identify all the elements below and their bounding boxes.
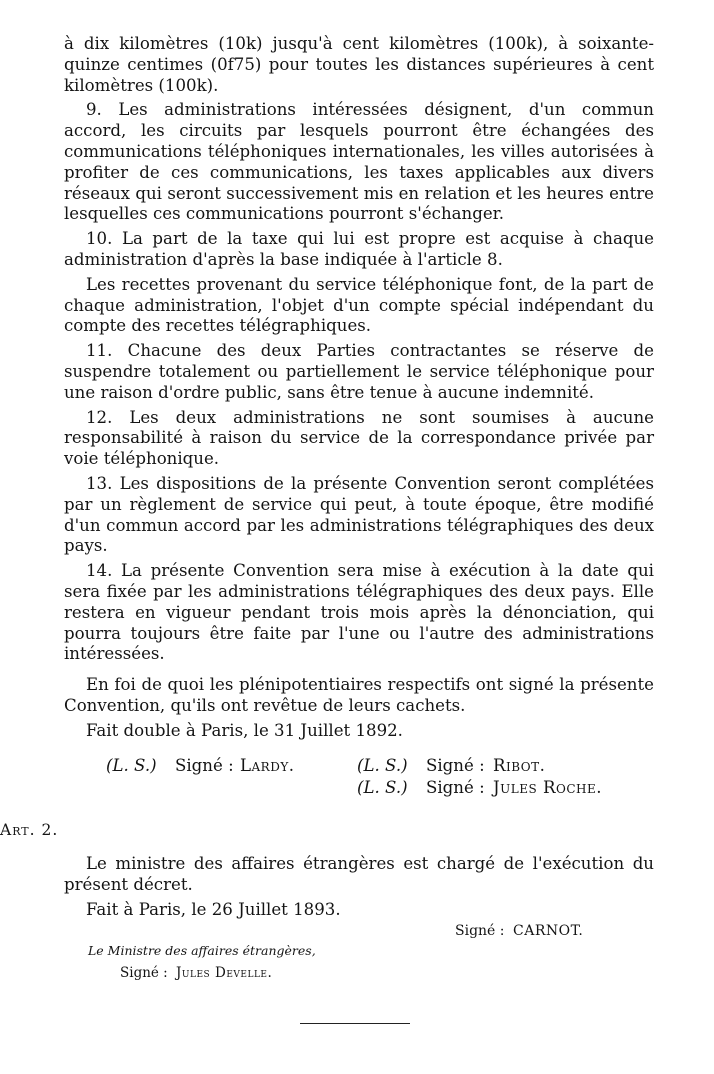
seal-mark: (L. S.)	[106, 755, 157, 775]
article-10-receipts-paragraph: Les recettes provenant du service téléphonique font, de la part de chaque administration, l'objet d'un compte spécial indépendant du compte des recettes télégraphiques.	[64, 274, 654, 336]
fait-double-line: Fait double à Paris, le 31 Juillet 1892.	[86, 720, 403, 740]
closing-rule	[300, 1023, 410, 1024]
signatory-roche: Jules Roche.	[493, 777, 603, 797]
article-11-paragraph: 11. Chacune des deux Parties contractantes se réserve de suspendre totalement ou partiellement le service téléphonique pour une raison d'ordre public, sans être tenue à aucune indemnité.	[64, 341, 654, 402]
minister-title: Le Ministre des affaires étrangères,	[88, 942, 316, 958]
article-12-paragraph: 12. Les deux administrations ne sont soumises à aucune responsabilité à raison du service de la correspondance privée par voie téléphonique.	[64, 407, 654, 469]
article-13-paragraph: 13. Les dispositions de la présente Convention seront complétées par un règlement de service qui peut, à toute époque, être modifié d'un commun accord par les administrations télégraphiques des deux pays.	[64, 473, 654, 556]
signature-label: Signé :	[175, 755, 234, 775]
seal-mark: (L. S.)	[357, 777, 408, 797]
minister-title-line	[0, 943, 714, 963]
article-9-paragraph: 9. Les administrations intéressées désignent, d'un commun accord, les circuits par lesquels pourront être échangées des communications téléphoniques internationales, les villes autorisées à profiter de ces communications, les taxes applicables aux divers réseaux qui seront successivement mis en relation et les heures entre lesquelles ces communications pourront s'échanger.	[64, 100, 654, 224]
article-2-text: Le ministre des affaires étrangères est chargé de l'exécution du présent décret.	[64, 854, 654, 895]
fait-paris-line: Fait à Paris, le 26 Juillet 1893.	[86, 899, 341, 919]
signature-line-lardy-ribot	[0, 756, 714, 778]
article-14-paragraph: 14. La présente Convention sera mise à exécution à la date qui sera fixée par les administrations télégraphiques des deux pays. Elle restera en vigueur pendant trois mois après la dénonciation, qui pourra toujours être faite par l'une ou l'autre des administrations intéressées.	[64, 561, 654, 664]
seal-mark: (L. S.)	[357, 755, 408, 775]
signature-label: Signé :	[120, 964, 168, 981]
carnot-signature-line	[0, 923, 714, 943]
minister-signature-line	[0, 965, 714, 985]
signature-label: Signé :	[426, 777, 485, 797]
signature-line-roche	[0, 778, 714, 800]
signature-label: Signé :	[426, 755, 485, 775]
article-10-paragraph: 10. La part de la taxe qui lui est propre est acquise à chaque administration d'après la base indiquée à l'article 8.	[64, 229, 654, 269]
article-2-heading: Art. 2.	[0, 820, 59, 839]
signature-label: Signé :	[455, 922, 505, 939]
en-foi-paragraph: En foi de quoi les plénipotentiaires respectifs ont signé la présente Convention, qu'ils ont revêtue de leurs cachets.	[64, 675, 654, 715]
signatory-develle: Jules Develle.	[176, 964, 273, 981]
signatory-carnot: CARNOT.	[513, 922, 584, 939]
signatory-lardy: Lardy.	[240, 755, 295, 775]
paragraph-continuation: à dix kilomètres (10k) jusqu'à cent kilomètres (100k), à soixante-quinze centimes (0f75) pour toutes les distances supérieures à cent kilomètres (100k).	[64, 34, 654, 95]
signatory-ribot: Ribot.	[493, 755, 546, 775]
decree-text	[0, 34, 714, 985]
